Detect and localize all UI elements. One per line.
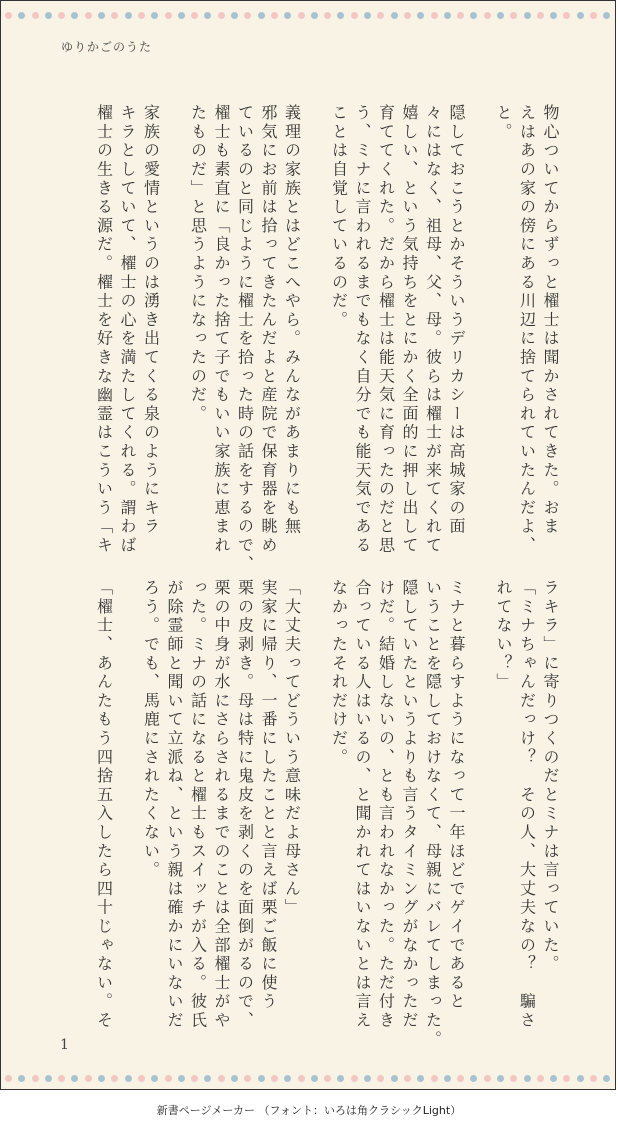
decorative-dot [510,1075,517,1082]
decorative-dot [18,1075,25,1082]
decorative-dot [151,1075,158,1082]
page-number: 1 [60,1037,69,1053]
text-column: 「櫂士、あんたもう四捨五入したら四十じゃない。そ [94,579,114,1031]
text-column: ミナと暮らすようになって一年ほどでゲイであると [447,579,466,1012]
decorative-dot [457,1075,464,1082]
decorative-dot [284,1075,291,1082]
decorative-dot [444,12,451,19]
text-column: 育ててくれた。だから櫂士は能天気に育ったのだと思 [376,104,396,556]
decorative-dot [431,1075,438,1082]
decorative-dot [231,1075,238,1082]
decorative-dot [111,12,118,19]
decorative-dot [258,1075,265,1082]
decorative-dot [377,12,384,19]
decorative-dot [417,12,424,19]
decorative-dot [98,12,105,19]
decorative-dot [577,12,584,19]
text-column: 実家に帰り、一番にしたことと言えば栗ご飯に使う [259,579,278,1012]
text-column: 義理の家族とはどこへやら。みんながあまりにも無 [282,104,302,537]
decorative-dot [510,12,517,19]
decorative-dot [32,12,39,19]
decorative-dot [404,12,411,19]
decorative-dot [470,1075,477,1082]
text-column: 家族の愛情というのは湧き出てくる泉のようにキラ [141,104,161,537]
decorative-dot [218,12,225,19]
text-column: 「大丈夫ってどういう意味だよ母さん」 [282,579,302,918]
top-dot-border [5,11,611,19]
decorative-dot [550,12,557,19]
decorative-dot [351,1075,358,1082]
text-column: キラとしていて、櫂士の心を満たしてくれる。謂わば [118,104,137,556]
decorative-dot [178,12,185,19]
decorative-dot [231,12,238,19]
text-column: 物心ついてからずっと櫂士は聞かされてきた。おま [541,104,560,537]
text-column: ことは自覚しているのだ。 [329,104,349,330]
text-column: 隠していたというよりも言うタイミングがなかっただ [400,579,419,1031]
decorative-dot [337,12,344,19]
text-column: 「ミナちゃんだっけ？ その人、大丈夫なの？ 騙さ [517,579,537,1031]
decorative-dot [298,1075,305,1082]
decorative-dot [244,12,251,19]
decorative-dot [364,12,371,19]
decorative-dot [311,1075,318,1082]
decorative-dot [444,1075,451,1082]
decorative-dot [577,1075,584,1082]
decorative-dot [337,1075,344,1082]
decorative-dot [590,12,597,19]
text-column: 邪気にお前は拾ってきたんだよと産院で保育器を眺め [259,104,278,556]
text-column: けだ。結婚しないの、とも言われなかった。ただ付き [376,579,396,1031]
decorative-dot [603,1075,610,1082]
decorative-dot [497,12,504,19]
decorative-dot [524,1075,531,1082]
decorative-dot [98,1075,105,1082]
decorative-dot [271,1075,278,1082]
decorative-dot [218,1075,225,1082]
decorative-dot [165,12,172,19]
decorative-dot [537,12,544,19]
decorative-dot [524,12,531,19]
text-column: 隠しておこうとかそういうデリカシーは高城家の面 [447,104,466,537]
text-column: ラキラ」に寄りつくのだとミナは言っていた。 [541,579,560,974]
decorative-dot [204,12,211,19]
running-header-title: ゆりかごのうた [61,40,153,54]
decorative-dot [470,12,477,19]
decorative-dot [351,12,358,19]
decorative-dot [603,12,610,19]
decorative-dot [284,12,291,19]
decorative-dot [45,1075,52,1082]
decorative-dot [537,1075,544,1082]
text-column: と。 [494,104,513,142]
decorative-dot [590,1075,597,1082]
decorative-dot [191,1075,198,1082]
decorative-dot [45,12,52,19]
decorative-dot [417,1075,424,1082]
text-column: たものだ」と思うようになったのだ。 [188,104,208,424]
text-column: ろう。でも、馬鹿にされたくない。 [141,579,161,880]
decorative-dot [404,1075,411,1082]
text-column: ているのと同じように櫂士を拾った時の話をするので、 [235,104,255,574]
decorative-dot [58,1075,65,1082]
decorative-dot [364,1075,371,1082]
decorative-dot [125,12,132,19]
text-column: 合っている人はいるの、と聞かれてはいないとは言え [353,579,372,1031]
text-column: う、ミナに言われるまでもなく自分でも能天気である [353,104,372,556]
decorative-dot [85,12,92,19]
decorative-dot [204,1075,211,1082]
decorative-dot [484,12,491,19]
decorative-dot [271,12,278,19]
decorative-dot [324,12,331,19]
decorative-dot [563,12,570,19]
decorative-dot [5,1075,12,1082]
decorative-dot [138,1075,145,1082]
decorative-dot [550,1075,557,1082]
decorative-dot [178,1075,185,1082]
decorative-dot [298,12,305,19]
decorative-dot [311,12,318,19]
decorative-dot [111,1075,118,1082]
text-column: が除霊師と聞いて立派ね、という親は確かにいないだ [165,579,184,1031]
text-column: った。ミナの話になると櫂士もスイッチが入る。彼氏 [188,579,208,1031]
decorative-dot [457,12,464,19]
text-column: 々にはなく、祖母、父、母。彼らは櫂士が来てくれて [423,104,443,556]
decorative-dot [431,12,438,19]
decorative-dot [32,1075,39,1082]
decorative-dot [125,1075,132,1082]
text-column: 嬉しい、という気持ちをとにかく全面的に押し出して [400,104,419,556]
decorative-dot [497,1075,504,1082]
text-column: なかったそれだけだ。 [329,579,349,767]
decorative-dot [391,1075,398,1082]
text-column: 櫂士も素直に「良かった捨て子でもいい家族に恵まれ [212,104,231,556]
text-column: 栗の中身が水にさらされるまでのことは全部櫂士がや [212,579,231,1031]
decorative-dot [244,1075,251,1082]
bottom-dot-border [5,1074,611,1082]
decorative-dot [258,12,265,19]
text-column: 櫂士の生きる源だ。櫂士を好きな幽霊はこういう「キ [94,104,114,556]
decorative-dot [138,12,145,19]
decorative-dot [324,1075,331,1082]
text-column: いうことを隠しておけなくて、母親にバレてしまった。 [423,579,443,1049]
decorative-dot [58,12,65,19]
text-column: えはあの家の傍にある川辺に捨てられていたんだよ、 [517,104,537,556]
decorative-dot [151,12,158,19]
decorative-dot [391,12,398,19]
text-column: 栗の皮剥き。母は特に鬼皮を剥くのを面倒がるので、 [235,579,255,1031]
decorative-dot [563,1075,570,1082]
decorative-dot [71,1075,78,1082]
app-caption: 新書ページメーカー （フォント：いろは角クラシックLight） [156,1104,462,1117]
decorative-dot [377,1075,384,1082]
decorative-dot [85,1075,92,1082]
decorative-dot [484,1075,491,1082]
decorative-dot [71,12,78,19]
text-column: れてない？」 [494,579,513,692]
decorative-dot [5,12,12,19]
decorative-dot [18,12,25,19]
decorative-dot [191,12,198,19]
decorative-dot [165,1075,172,1082]
